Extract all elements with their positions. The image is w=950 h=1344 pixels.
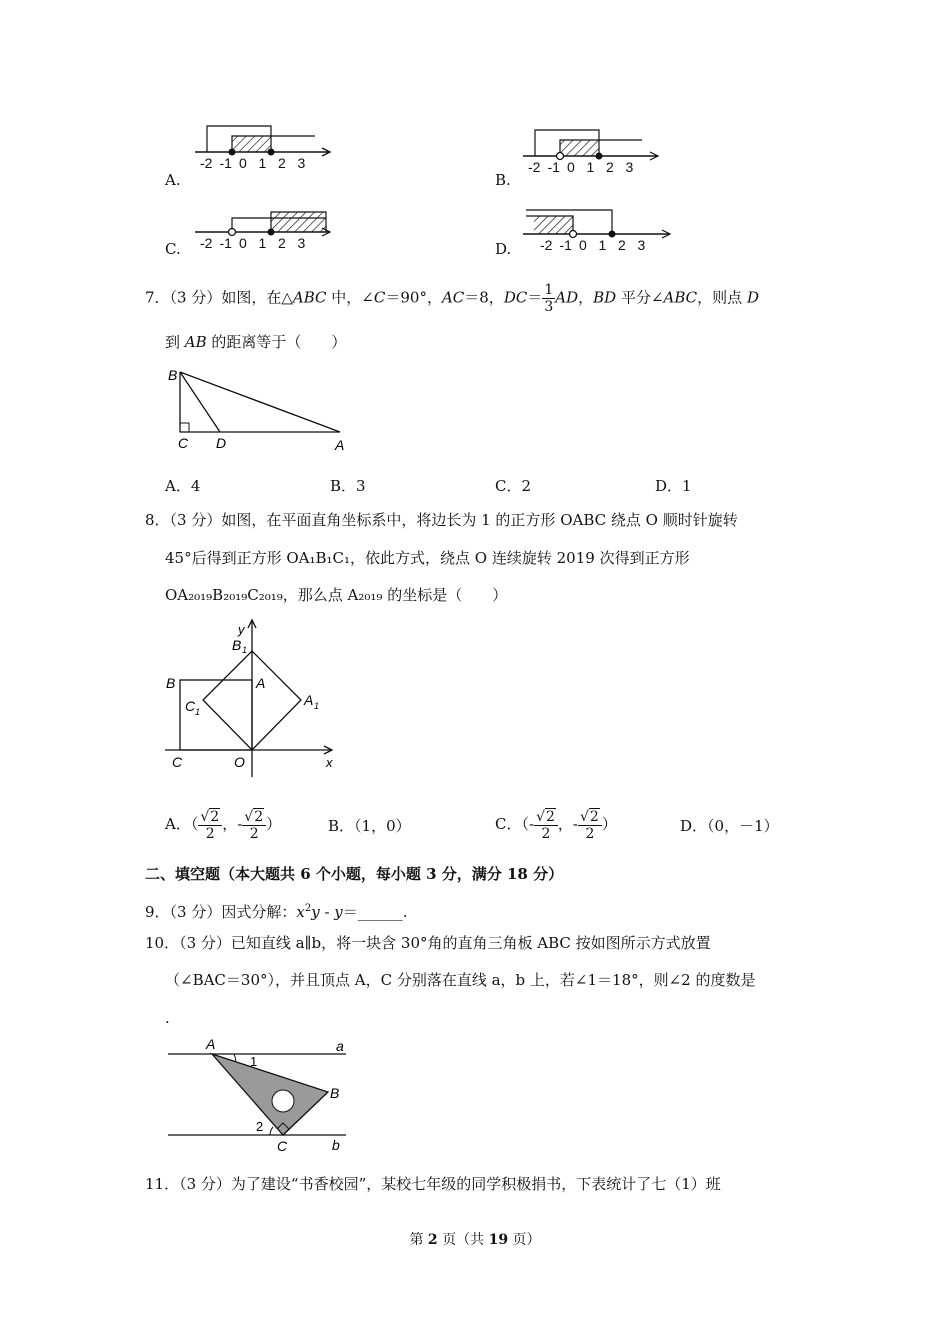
- q8-stem-line2: 45°后得到正方形 OA₁B₁C₁，依此方式，绕点 O 连续旋转 2019 次得到正方形: [165, 549, 690, 567]
- q8-label-a: A: [256, 675, 266, 691]
- q6-tick-label: -2: [200, 155, 213, 171]
- q8-a-sqrt1: 2: [210, 808, 220, 825]
- q7-d: D: [746, 288, 759, 307]
- q10-stem-line3: .: [165, 1009, 170, 1027]
- q8-label-b1: B: [232, 637, 242, 653]
- q8-a-close: ）: [266, 815, 282, 833]
- footer-total-pages: 19: [488, 1232, 509, 1248]
- q8-label-x: x: [326, 755, 333, 770]
- q8-c-sep: ，: [557, 815, 573, 833]
- q7-option-d: D．1: [655, 477, 692, 495]
- q8-a-open: A．（: [165, 815, 199, 833]
- q9-prefix: 9．（3 分）因式分解：: [145, 903, 297, 921]
- q8-c-den1: 2: [541, 825, 551, 842]
- q10-label-a: A: [206, 1036, 216, 1052]
- q8-option-a: [165, 804, 281, 844]
- sqrt-icon: √: [244, 808, 254, 825]
- q7-label-a: A: [335, 437, 345, 453]
- q8-a-den1: 2: [205, 825, 215, 842]
- q8-c-frac1: [534, 809, 558, 842]
- q6-option-c-label: C.: [165, 240, 181, 258]
- q9-stem: [145, 899, 408, 922]
- q6-tick-label: 0: [239, 155, 247, 171]
- q6-option-a-label: A.: [165, 171, 181, 189]
- q7-stem-line2: [165, 332, 346, 352]
- q7-c: C: [373, 288, 386, 307]
- q8-option-c: [495, 804, 617, 844]
- q10-label-line-b: b: [332, 1137, 340, 1153]
- q8-a-minus: -: [237, 815, 243, 833]
- q9-y2: y: [334, 903, 343, 921]
- q6-tick-label: -2: [540, 237, 553, 253]
- q6-tick-label: 3: [637, 237, 646, 253]
- q7-line2-post: 的距离等于（ ）: [206, 333, 347, 351]
- footer-pre: 第: [409, 1232, 428, 1248]
- q9-end: .: [402, 903, 408, 921]
- q7-eq8: ＝8，: [464, 288, 504, 307]
- q6-tick-label: -1: [219, 235, 232, 251]
- q8-stem-line3: OA₂₀₁₉B₂₀₁₉C₂₀₁₉，那么点 A₂₀₁₉ 的坐标是（ ）: [165, 586, 508, 604]
- q7-prefix: 7．（3 分）如图，在△: [145, 288, 293, 307]
- sqrt-icon: √: [536, 808, 545, 825]
- q7-frac-den: 3: [544, 299, 554, 315]
- q7-abc: ABC: [292, 288, 327, 307]
- q9-minus: -: [319, 903, 335, 921]
- q8-c-minus2: -: [572, 815, 578, 833]
- q6-tick-label: 1: [258, 155, 267, 171]
- q8-option-d: D．（0，－1）: [680, 817, 779, 835]
- q7-comma: ，: [578, 288, 594, 307]
- q8-label-b1-sub: 1: [242, 645, 248, 655]
- q8-a-den2: 2: [249, 825, 259, 842]
- footer-mid: 页（共: [437, 1232, 489, 1248]
- q7-line2-pre: 到: [165, 333, 185, 351]
- q7-ad: AD: [555, 288, 579, 307]
- q7-fraction: [542, 282, 555, 315]
- q7-ab: AB: [184, 333, 207, 351]
- q7-ac: AC: [441, 288, 465, 307]
- q7-eq90: ＝90°，: [385, 288, 442, 307]
- q6-tick-label: -2: [528, 159, 541, 175]
- q6-tick-label: 2: [606, 159, 614, 175]
- q10-stem-line1: 10．（3 分）已知直线 a∥b，将一块含 30°角的直角三角板 ABC 按如图所示方式放置: [145, 934, 711, 952]
- q8-c-close: ）: [601, 815, 617, 833]
- q7-bd: BD: [593, 288, 617, 307]
- q8-a-frac2: [242, 809, 266, 842]
- q10-label-c: C: [277, 1138, 288, 1154]
- q10-label-angle1: 1: [250, 1054, 258, 1069]
- q7-option-b: B．3: [330, 477, 366, 495]
- footer-post: 页）: [508, 1232, 541, 1248]
- footer-page-number: 2: [427, 1232, 438, 1248]
- q8-rotation-figure: [160, 612, 360, 777]
- q6-tick-label: 1: [598, 237, 607, 253]
- q9-eq: ＝: [342, 903, 358, 921]
- q8-c-sqrt1: 2: [545, 808, 555, 825]
- sqrt-icon: √: [200, 808, 210, 825]
- q6-option-b-label: B.: [495, 171, 511, 189]
- q6-tick-label: 2: [618, 237, 626, 253]
- q7-option-c: C．2: [495, 477, 532, 495]
- q8-label-y: y: [238, 622, 245, 637]
- q8-c-frac2: [578, 809, 602, 842]
- q6-tick-label: 3: [297, 235, 306, 251]
- q6-tick-label: 1: [586, 159, 595, 175]
- q8-a-frac1: [198, 809, 222, 842]
- q6-option-d-label: D.: [495, 240, 512, 258]
- section2-title: 二、填空题（本大题共 6 个小题，每小题 3 分，满分 18 分）: [145, 865, 564, 883]
- q8-label-o: O: [234, 754, 245, 770]
- q8-label-c1: C: [185, 698, 196, 714]
- q7-label-d: D: [216, 435, 227, 451]
- q9-x: x: [296, 903, 305, 921]
- q7-option-a: A．4: [165, 477, 201, 495]
- q8-label-c1-sub: 1: [195, 707, 201, 717]
- q8-label-a1: A: [304, 692, 314, 708]
- q7-frac-num: 1: [544, 282, 554, 298]
- q7-label-c: C: [178, 435, 189, 451]
- q8-stem-line1: 8．（3 分）如图，在平面直角坐标系中，将边长为 1 的正方形 OABC 绕点 O 顺时针旋转: [145, 511, 738, 529]
- q8-label-b: B: [166, 675, 176, 691]
- q7-tail: ，则点: [697, 288, 747, 307]
- q7-label-b: B: [168, 367, 178, 383]
- q8-option-b: B．（1，0）: [328, 817, 411, 835]
- q8-c-den2: 2: [585, 825, 595, 842]
- q6-tick-label: -1: [547, 159, 560, 175]
- q7-dc: DC: [503, 288, 528, 307]
- q7-eq: ＝: [527, 288, 543, 307]
- q7-mid1: 中，∠: [326, 288, 374, 307]
- q7-stem-line1: [145, 282, 759, 315]
- q10-label-line-a: a: [336, 1038, 344, 1054]
- q10-triangle-figure: [160, 1032, 360, 1157]
- q9-answer-blank: ______: [357, 903, 403, 921]
- q6-number-line-a: [0, 0, 950, 280]
- q8-label-c: C: [172, 754, 183, 770]
- q6-tick-label: 0: [239, 235, 247, 251]
- q6-tick-label: 1: [258, 235, 267, 251]
- q9-y: y: [311, 903, 320, 921]
- q7-abc2: ABC: [663, 288, 698, 307]
- q6-tick-label: 2: [278, 155, 286, 171]
- q10-label-angle2: 2: [256, 1119, 264, 1134]
- q6-tick-label: -1: [559, 237, 572, 253]
- q8-c-minus1: -: [528, 815, 535, 833]
- q6-tick-label: 0: [579, 237, 587, 253]
- q8-c-open: C．（: [495, 815, 529, 833]
- q6-tick-label: 0: [567, 159, 575, 175]
- q6-tick-label: -2: [200, 235, 213, 251]
- q7-bisect: 平分∠: [616, 288, 664, 307]
- q10-label-b: B: [330, 1085, 340, 1101]
- q9-sup: 2: [304, 903, 312, 914]
- q7-triangle-figure: [160, 362, 360, 457]
- q6-tick-label: 3: [297, 155, 306, 171]
- page-footer: [0, 1230, 950, 1250]
- q8-c-sqrt2: 2: [589, 808, 599, 825]
- q10-stem-line2: （∠BAC＝30°），并且顶点 A，C 分别落在直线 a，b 上，若∠1＝18°，则∠2 的度数是: [165, 971, 756, 989]
- q11-stem-line1: 11．（3 分）为了建设“书香校园”，某校七年级的同学积极捐书，下表统计了七（1）班: [145, 1175, 721, 1193]
- q6-tick-label: 3: [625, 159, 634, 175]
- q6-tick-label: -1: [219, 155, 232, 171]
- q8-a-sep: ，: [222, 815, 238, 833]
- q6-tick-label: 2: [278, 235, 286, 251]
- q8-label-a1-sub: 1: [314, 701, 320, 711]
- q8-a-sqrt2: 2: [254, 808, 264, 825]
- sqrt-icon: √: [580, 808, 589, 825]
